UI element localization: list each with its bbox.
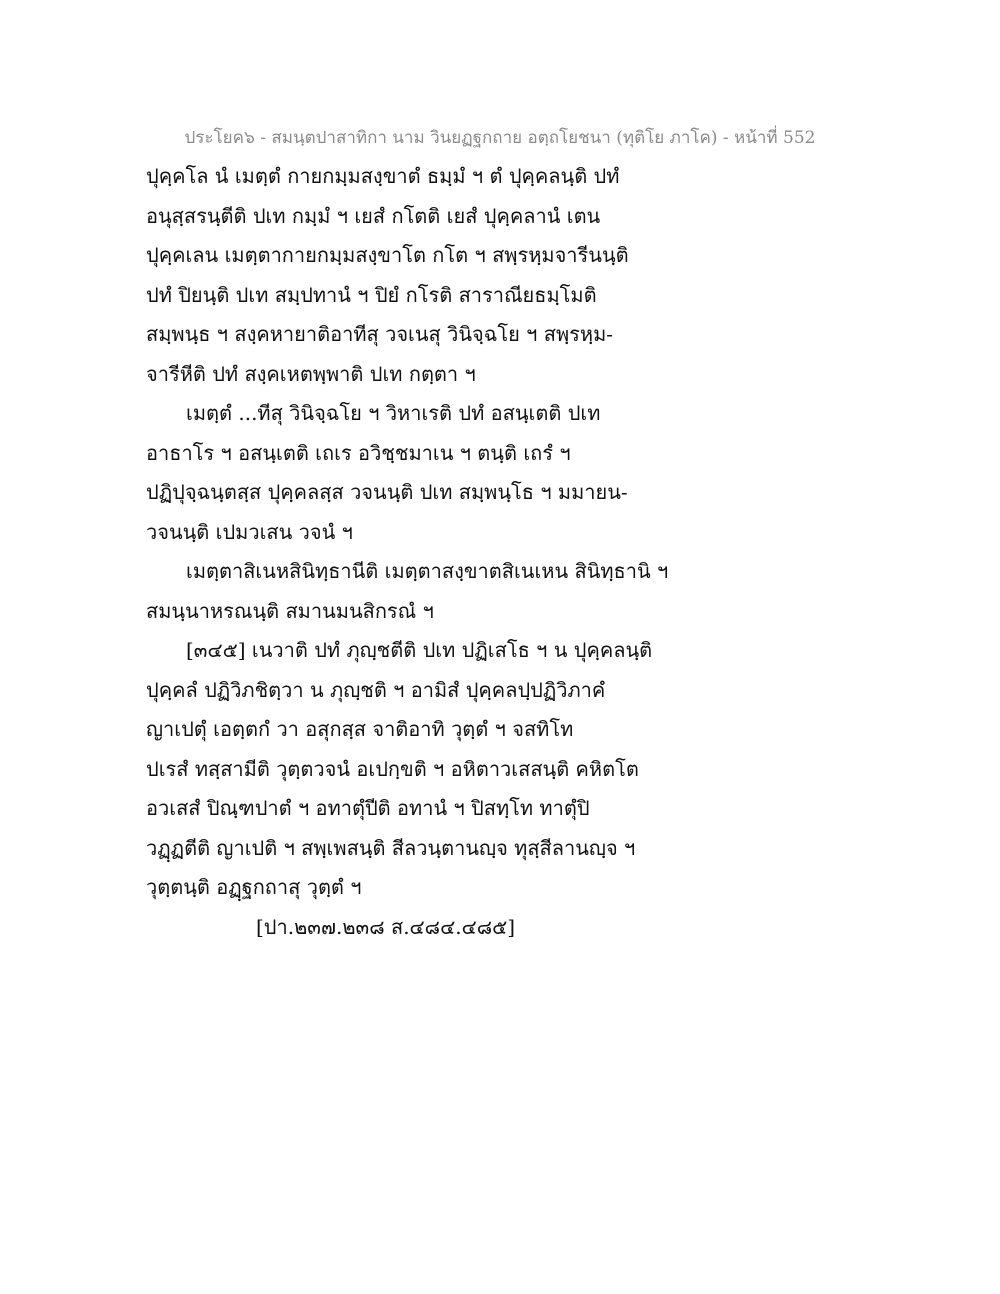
- text-line: อวเสสํ ปิณฺฑปาตํ ฯ อทาตุํปีติ อทานํ ฯ ปิสทฺโท ทาตุํปิ: [146, 796, 590, 820]
- text-line: ปฏิปุจฺฉนฺตสฺส ปุคฺคลสฺส วจนนฺติ ปเท สมฺพนฺโธ ฯ มมายน-: [146, 480, 628, 504]
- text-line: อนุสฺสรนฺตีติ ปเท กมฺมํ ฯ เยสํ กโตติ เยสํ ปุคฺคลานํ เตน: [146, 203, 601, 228]
- paragraph-start-line: เมตฺตาสิเนหสินิทฺธานีติ เมตฺตาสงฺขาตสิเนเหน สินิทฺธานิ ฯ: [186, 559, 669, 583]
- text-line: สมฺพนฺธ ฯ สงฺคหายาติอาทีสุ วจเนสุ วินิจฺฉโย ฯ สพฺรหฺม-: [146, 322, 614, 346]
- text-line: จารีหีติ ปทํ สงฺคเหตพฺพาติ ปเท กตฺตา ฯ: [146, 361, 476, 386]
- text-line: วจนนฺติ เปมวเสน วจนํ ฯ: [146, 519, 353, 544]
- running-header: ประโยค๖ - สมนฺตปาสาทิกา นาม วินยฏฐกถาย อตฺถโยชนา (ทุติโย ภาโค) - หน้าที่ 552: [184, 128, 816, 148]
- text-line: วุตฺตนฺติ อฏฺฐกถาสุ วุตฺตํ ฯ: [146, 875, 362, 899]
- text-line: วฏฺฏตีติ ญาเปติ ฯ สพฺเพสนฺติ สีลวนฺตานญฺจ ทุสฺสีลานญฺจ ฯ: [146, 835, 636, 860]
- paragraph-start-line: เมตฺตํ ...ทีสุ วินิจฺฉโย ฯ วิหาเรติ ปทํ อสนฺเตติ ปเท: [186, 401, 601, 425]
- text-line: ปเรสํ ทสฺสามีติ วุตฺตวจนํ อเปกฺขติ ฯ อหิตาวเสสนฺติ คหิตโต: [146, 756, 639, 781]
- text-line: ปทํ ปิยนฺติ ปเท สมฺปทานํ ฯ ปิยํ กโรติ สาราณียธมฺโมติ: [146, 282, 597, 307]
- paragraph-start-line: [๓๔๕] เนวาติ ปทํ ภุญฺชตีติ ปเท ปฏิเสโธ ฯ น ปุคฺคลนฺติ: [186, 638, 653, 662]
- text-line: สมนฺนาหรณนฺติ สมานมนสิกรณํ ฯ: [146, 598, 434, 623]
- text-line: ปุคฺคเลน เมตฺตากายกมฺมสงฺขาโต กโต ฯ สพฺรหฺมจารีนนฺติ: [146, 243, 629, 267]
- body-text: [146, 157, 866, 947]
- page-reference: [ปา.๒๓๗.๒๓๘ ส.๔๘๔.๔๘๕]: [256, 914, 516, 939]
- text-line: ญาเปตุํ เอตฺตกํ วา อสุกสฺส จาติอาทิ วุตฺตํ ฯ จสทิโท: [146, 717, 574, 741]
- text-line: อาธาโร ฯ อสนฺเตติ เถเร อวิชฺชมาเน ฯ ตนฺติ เถรํ ฯ: [146, 440, 571, 465]
- text-line: ปุคฺคลํ ปฏิวิภชิตฺวา น ภุญฺชติ ฯ อามิสํ ปุคฺคลปฺปฏิวิภาคํ: [146, 677, 606, 702]
- text-line: ปุคฺคโล นํ เมตฺตํ กายกมฺมสงฺขาตํ ธมฺมํ ฯ ตํ ปุคฺคลนฺติ ปทํ: [146, 164, 620, 188]
